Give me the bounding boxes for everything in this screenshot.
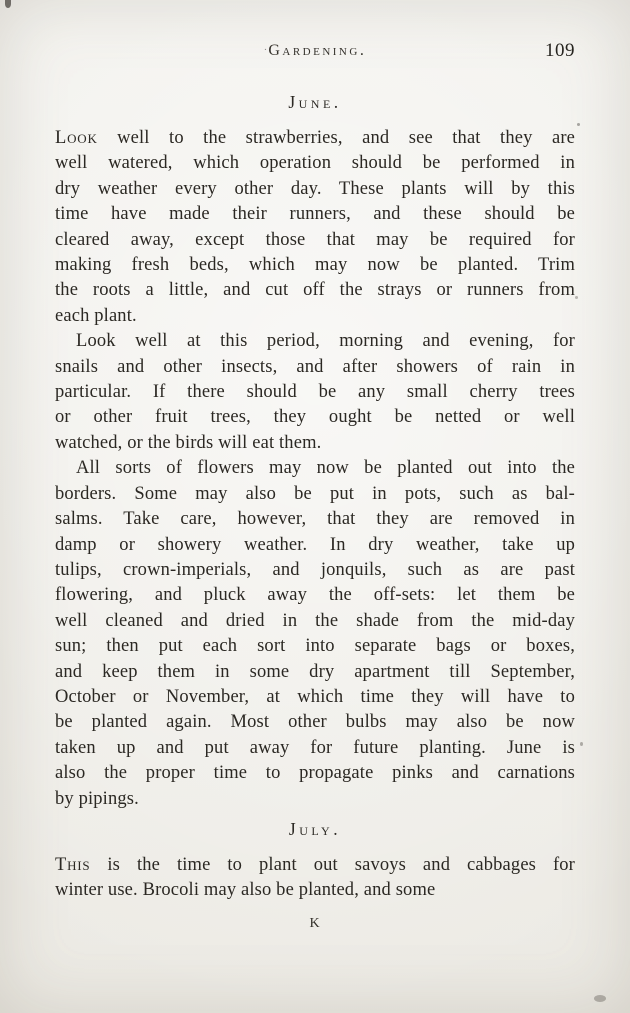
text-line: tulips, crown-imperials, and jonquils, such as are past [55,559,575,580]
text-line: each plant. [55,305,137,326]
ink-speck: · [263,44,268,56]
small-caps-lead-word: This [55,854,91,875]
text-line: well watered, which operation should be performed in [55,153,575,174]
text-line: taken up and put away for future planting. June is [55,737,575,758]
small-caps-lead-word: Look [55,128,98,148]
running-title: Gardening. [268,42,367,59]
text-line: cleared away, except those that may be required for [55,229,575,250]
scan-speck [577,123,580,126]
text-line: flowering, and pluck away the off-sets: let them be [55,585,575,606]
paragraph-june-1 [55,126,575,329]
text-line: watched, or the birds will eat them. [55,432,322,453]
running-head [55,42,575,66]
section-heading-june: June. [288,92,342,112]
scan-speck [594,995,606,1002]
text-line: sun; then put each sort into separate bags or boxes, [55,636,575,657]
text-line: the roots a little, and cut off the strays or runners from [55,280,575,301]
text-line: be planted again. Most other bulbs may also be now [55,712,575,733]
text-line: also the proper time to propagate pinks and carnations [55,763,575,784]
scan-speck [575,296,578,299]
text-line: borders. Some may also be put in pots, such as bal- [55,483,575,504]
text-line: This is the time to plant out savoys and cabbages for [55,854,575,875]
text-line: All sorts of flowers may now be planted out into the [76,458,575,479]
page-number: 109 [545,40,575,61]
paragraph-june-2 [55,329,575,456]
text-line: making fresh beds, which may now be planted. Trim [55,255,575,276]
text-line: or other fruit trees, they ought be netted or well [55,407,575,428]
text-line: winter use. Brocoli may also be planted, and some [55,880,436,901]
paragraph-june-3 [55,456,575,812]
text-line: Look well to the strawberries, and see that they are [55,128,575,148]
text-line: Look well at this period, morning and evening, for [76,331,575,352]
text-line: salms. Take care, however, that they are removed in [55,509,575,530]
text-line: by pipings. [55,788,139,809]
text-line: well cleaned and dried in the shade from the mid-day [55,610,575,631]
scan-speck [5,0,11,8]
text-line: dry weather every other day. These plants will by this [55,178,575,199]
section-heading-july: July. [288,818,342,839]
text-line: snails and other insects, and after showers of rain in [55,356,575,377]
signature-mark: K [309,915,321,931]
text-line: damp or showery weather. In dry weather, take up [55,534,575,555]
text-line: time have made their runners, and these should be [55,204,575,225]
text-line: and keep them in some dry apartment till September, [55,661,575,682]
paragraph-july-1 [55,853,575,904]
scan-speck [580,742,583,746]
text-line: particular. If there should be any small cherry trees [55,382,575,403]
text-line: October or November, at which time they will have to [55,686,575,707]
